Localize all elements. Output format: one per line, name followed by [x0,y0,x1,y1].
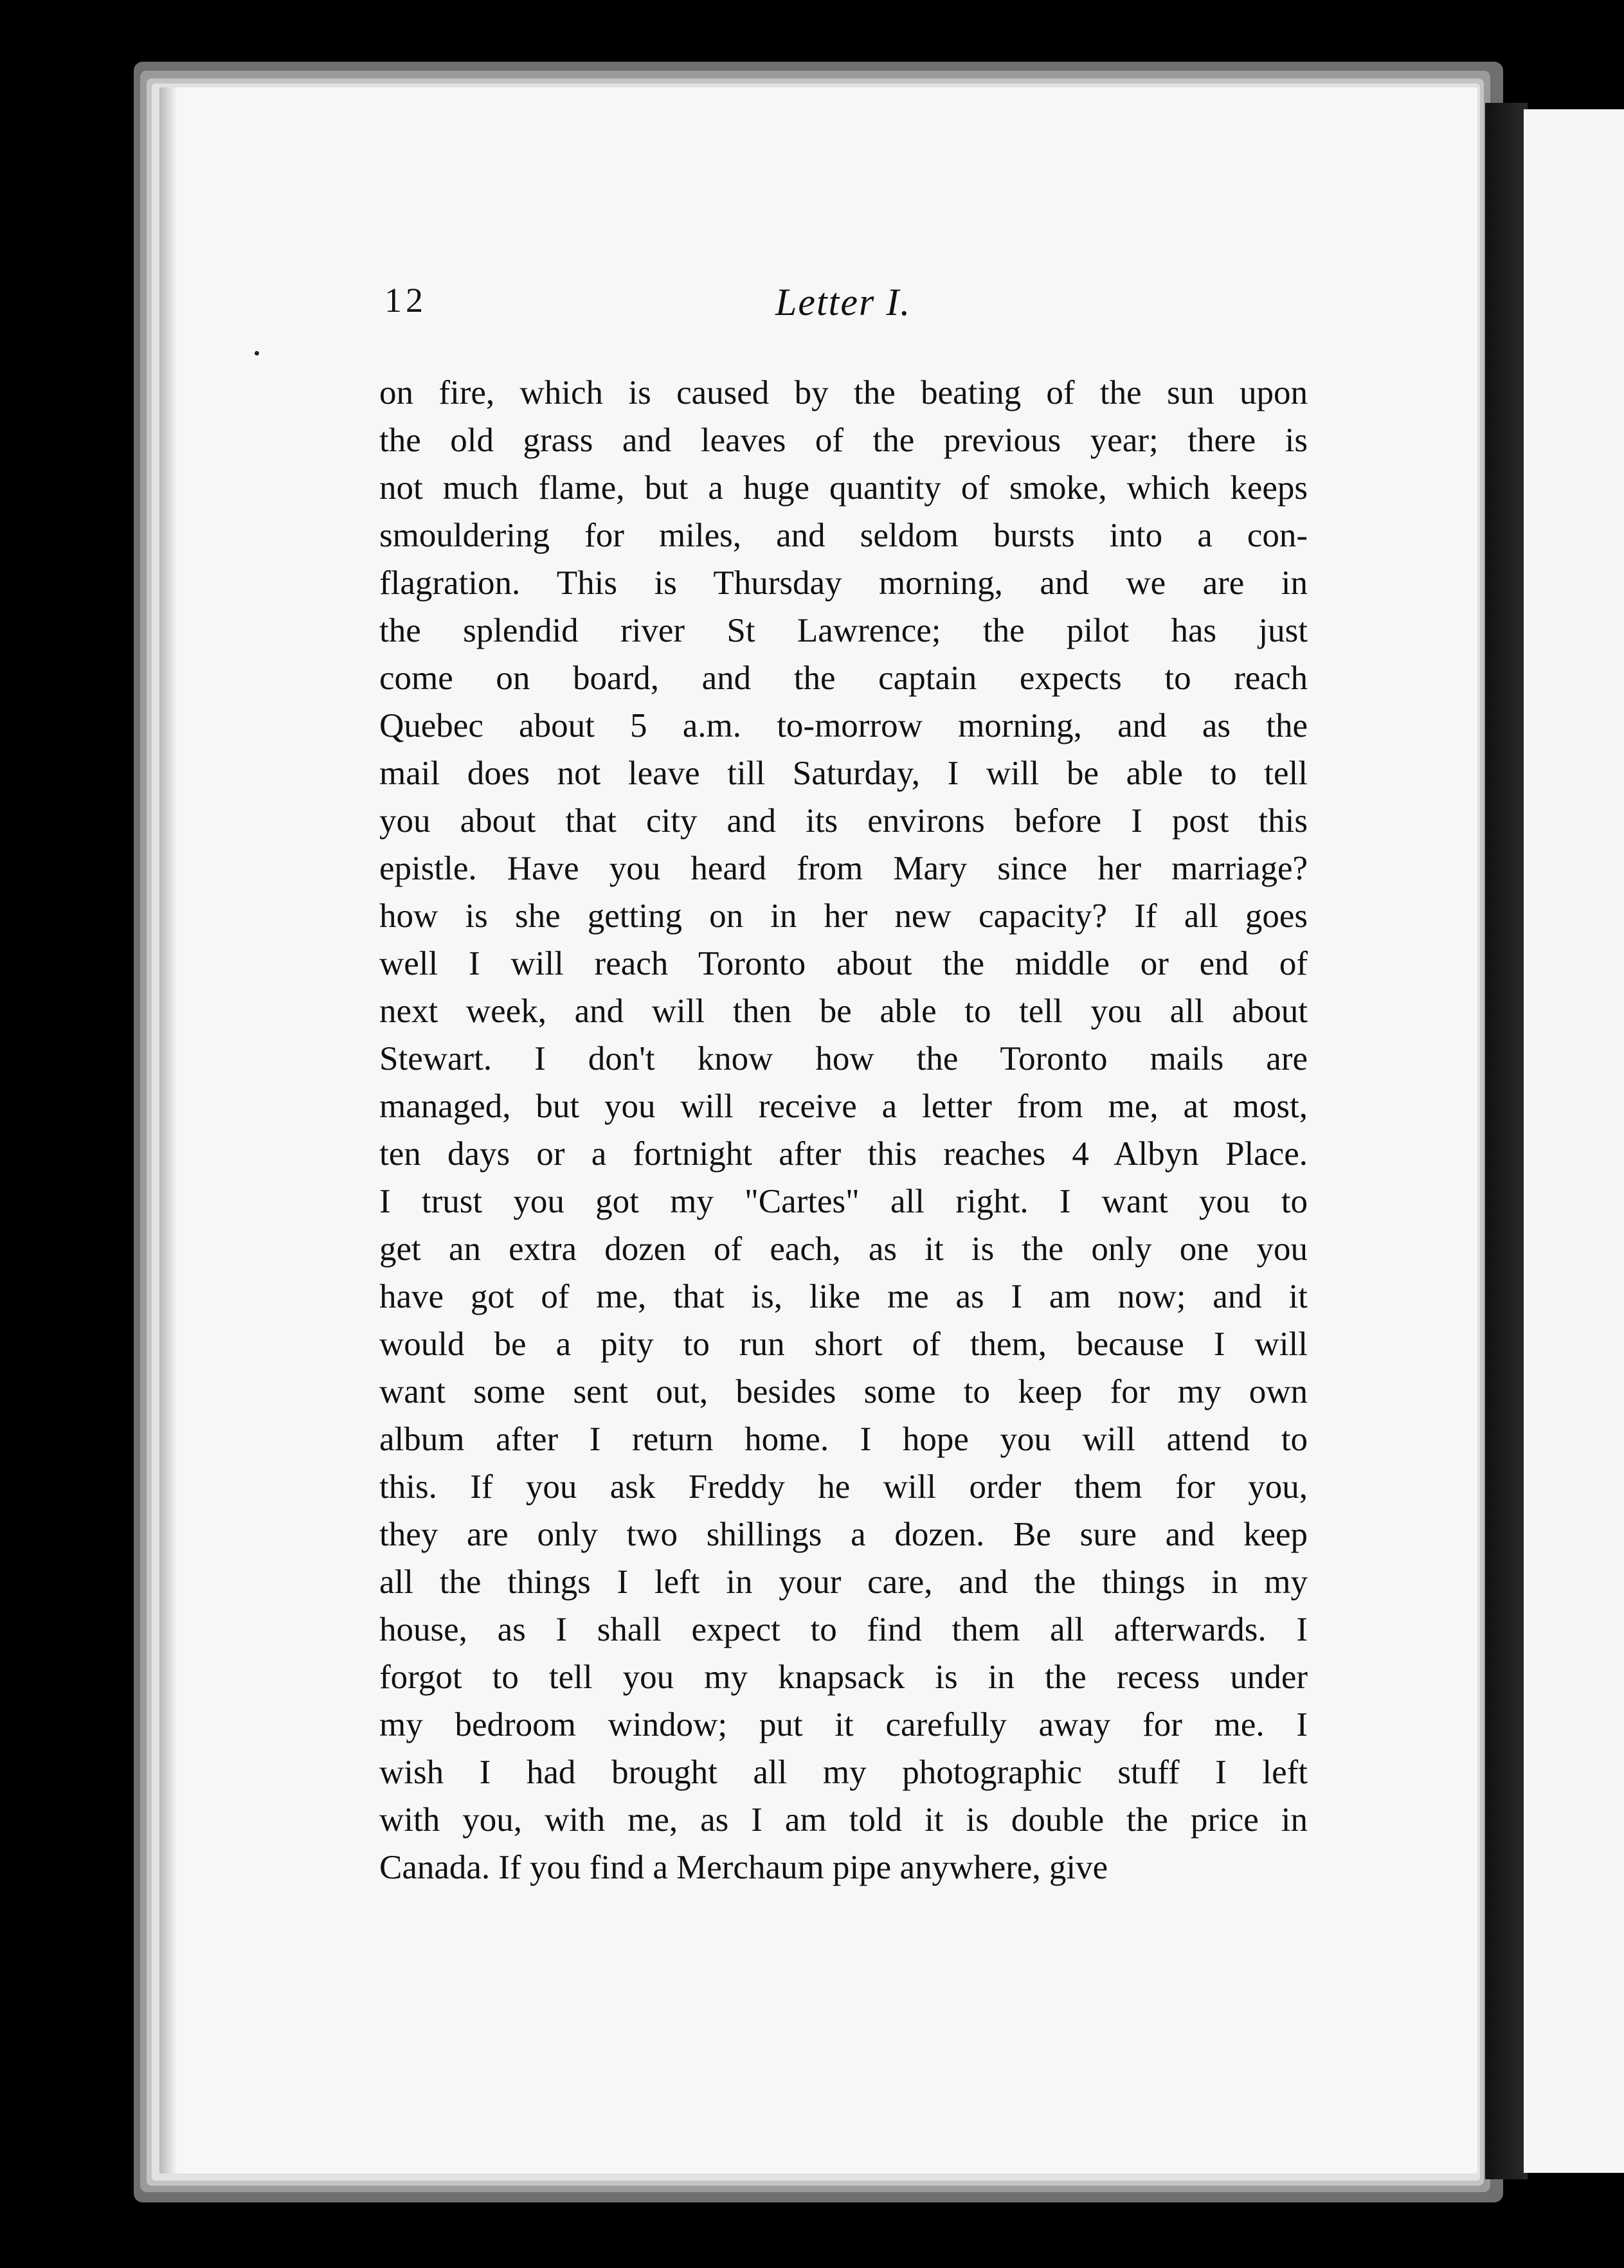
text-line: this. If you ask Freddy he will order them for you, [379,1468,1308,1506]
text-line: forgot to tell you my knapsack is in the recess under [379,1659,1308,1696]
text-line: Stewart. I don't know how the Toronto mails are [379,1040,1308,1077]
text-line: Quebec about 5 a.m. to-morrow morning, and as the [379,707,1308,744]
text-line: I trust you got my "Cartes" all right. I want you to [379,1183,1308,1220]
text-line: the splendid river St Lawrence; the pilot has just [379,612,1308,649]
text-line: ten days or a fortnight after this reaches 4 Albyn Place. [379,1135,1308,1173]
running-head [384,280,1304,332]
text-line: how is she getting on in her new capacity? If all goes [379,897,1308,935]
text-line: you about that city and its environs before I post this [379,802,1308,840]
text-line: want some sent out, besides some to keep for my own [379,1373,1308,1410]
text-line: the old grass and leaves of the previous year; there is [379,422,1308,459]
ink-speck [255,351,259,356]
text-line: on fire, which is caused by the beating of the sun upon [379,374,1308,411]
gutter-shadow [159,87,177,2174]
text-line: would be a pity to run short of them, because I will [379,1326,1308,1363]
text-line: next week, and will then be able to tell you all about [379,993,1308,1030]
text-line: Canada. If you find a Merchaum pipe anywhere, give [379,1849,1108,1886]
text-line: flagration. This is Thursday morning, and we are in [379,564,1308,602]
text-line: album after I return home. I hope you will attend to [379,1421,1308,1458]
text-line: mail does not leave till Saturday, I will be able to tell [379,755,1308,792]
page-number: 12 [384,281,427,320]
text-line: get an extra dozen of each, as it is the only one you [379,1230,1308,1268]
text-line: they are only two shillings a dozen. Be sure and keep [379,1516,1308,1553]
facing-page-edge [1524,109,1624,2173]
text-line: epistle. Have you heard from Mary since her marriage? [379,850,1308,887]
body-text [379,369,1308,1891]
text-line: not much flame, but a huge quantity of smoke, which keeps [379,469,1308,507]
text-line: wish I had brought all my photographic stuff I left [379,1754,1308,1791]
text-line: house, as I shall expect to find them all afterwards. I [379,1611,1308,1648]
text-line: my bedroom window; put it carefully away for me. I [379,1706,1308,1743]
running-title: Letter I. [775,281,912,323]
text-line: with you, with me, as I am told it is double the price in [379,1801,1308,1839]
text-line: come on board, and the captain expects to reach [379,660,1308,697]
binding-shadow [1485,103,1528,2179]
text-line: well I will reach Toronto about the middle or end of [379,945,1308,982]
text-line: have got of me, that is, like me as I am now; and it [379,1278,1308,1315]
text-line: smouldering for miles, and seldom bursts into a con- [379,517,1308,554]
text-line: managed, but you will receive a letter from me, at most, [379,1088,1308,1125]
text-line: all the things I left in your care, and the things in my [379,1563,1308,1601]
